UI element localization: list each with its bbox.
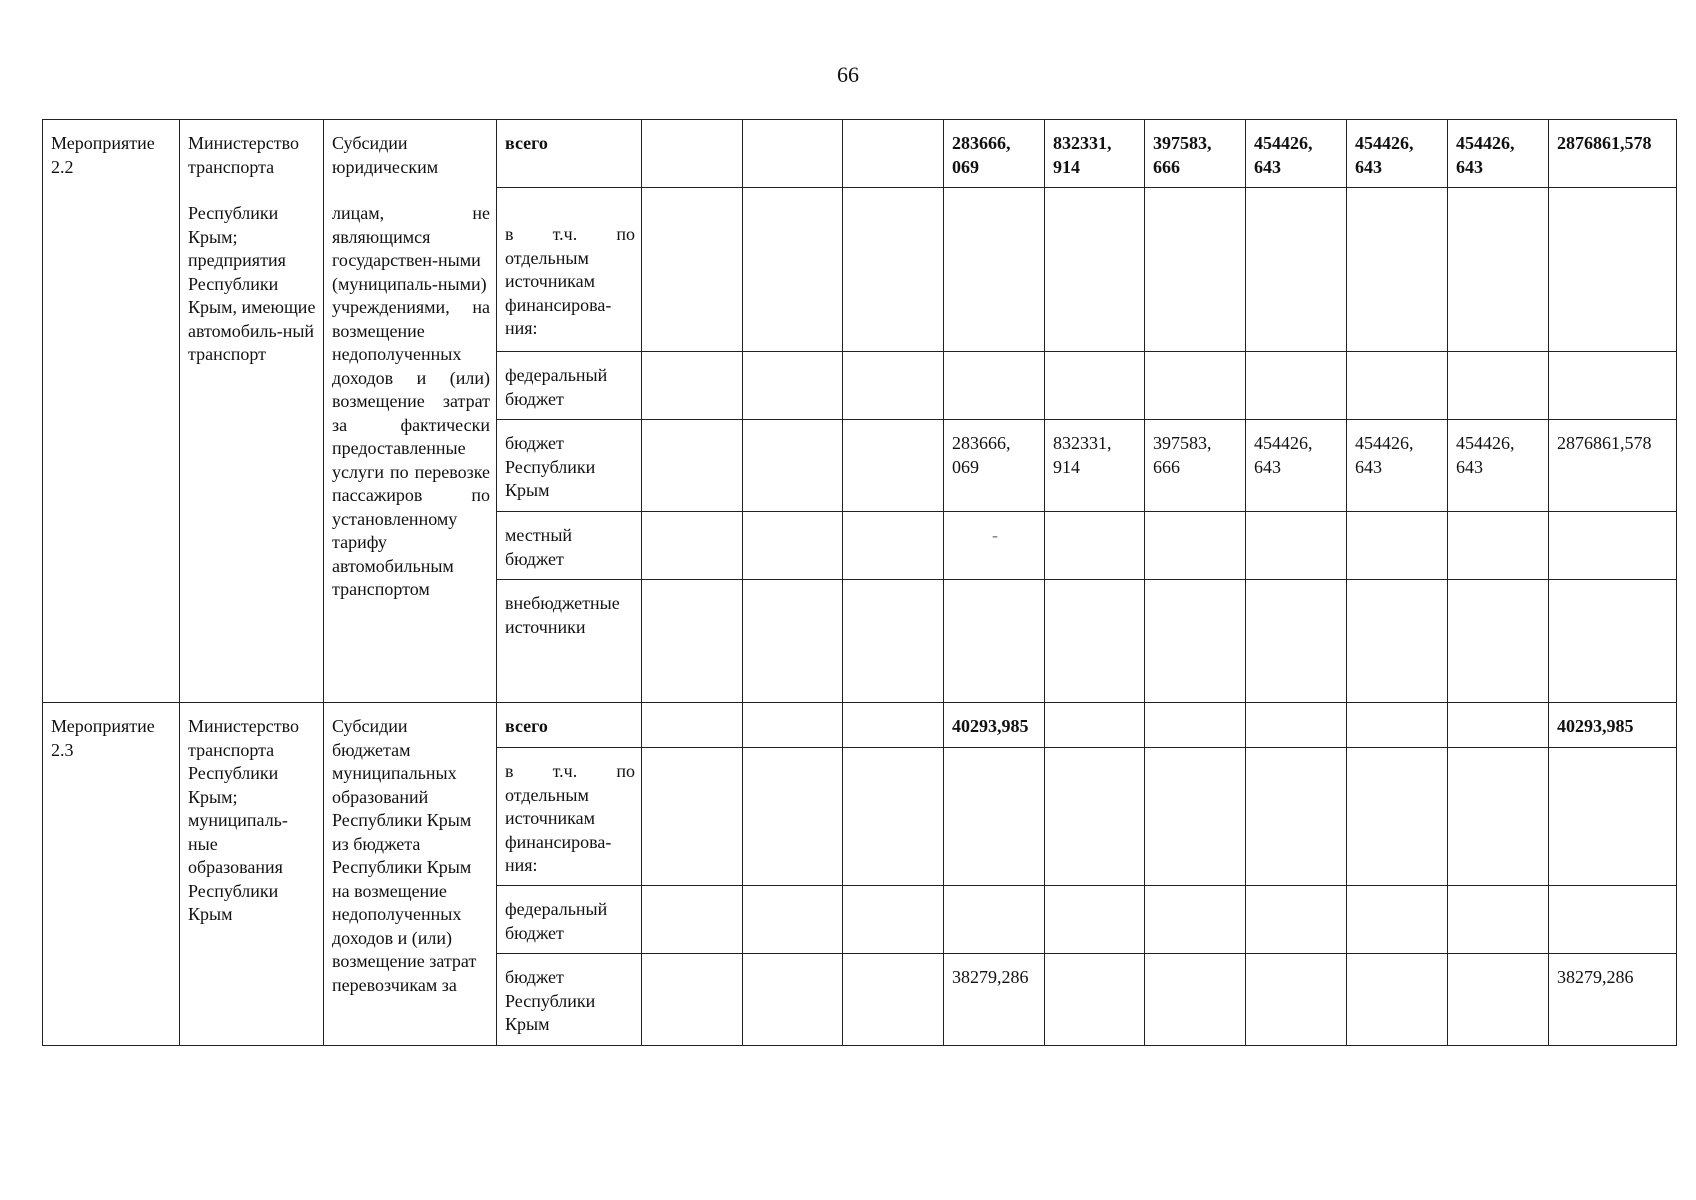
description-cell: Субсидии бюджетам муниципальных образований Республики Крым из бюджета Республики Крым на возмещение недополученных доходов и (или) возмещение затрат перевозчикам за [324,703,497,1046]
value-cell [1045,886,1145,954]
page-number: 66 [837,62,859,87]
value-cell: 397583, 666 [1145,420,1246,512]
total-cell: 2876861,578 [1549,120,1677,188]
value-cell: 397583, 666 [1145,120,1246,188]
value-cell [944,748,1045,886]
description-cell [324,120,497,703]
table-row [43,703,1677,748]
value-cell [1045,703,1145,748]
source-label: местный бюджет [497,512,642,580]
total-cell [1549,352,1677,420]
measure-cell: Мероприятие 2.2 [43,120,180,703]
source-label: бюджет Республики Крым [497,954,642,1046]
source-label: в т.ч. по отдельным источникам финансирова-ния: [497,188,642,352]
source-label: внебюджетные источники [497,580,642,703]
source-label: федеральный бюджет [497,886,642,954]
value-cell [1045,580,1145,703]
value-cell [1246,352,1347,420]
value-cell [743,420,843,512]
value-cell [1045,188,1145,352]
value-cell [1145,748,1246,886]
value-cell [1246,886,1347,954]
value-cell [1246,580,1347,703]
value-cell [1145,188,1246,352]
value-cell [1448,886,1549,954]
executor-text: Министерство транспорта [188,133,299,177]
value-cell [1448,954,1549,1046]
value-cell [1246,748,1347,886]
value-cell [1045,954,1145,1046]
value-cell: 40293,985 [944,703,1045,748]
value-cell [1045,748,1145,886]
total-cell [1549,512,1677,580]
value-cell [1448,748,1549,886]
budget-table [42,119,1677,1046]
value-cell: 454426, 643 [1347,120,1448,188]
value-cell [1448,352,1549,420]
value-cell: 454426, 643 [1448,420,1549,512]
source-label: всего [497,120,642,188]
value-cell [642,748,743,886]
value-cell [1246,512,1347,580]
value-cell: - [944,512,1045,580]
value-cell [1347,703,1448,748]
value-cell: 454426, 643 [1448,120,1549,188]
value-cell [1347,748,1448,886]
source-label: в т.ч. по отдельным источникам финансирова-ния: [497,748,642,886]
value-cell [743,580,843,703]
source-label: бюджет Республики Крым [497,420,642,512]
total-cell: 40293,985 [1549,703,1677,748]
value-cell [642,954,743,1046]
total-cell: 38279,286 [1549,954,1677,1046]
total-cell [1549,748,1677,886]
value-cell [1347,188,1448,352]
value-cell [843,954,944,1046]
value-cell [843,703,944,748]
value-cell [1347,580,1448,703]
value-cell [642,886,743,954]
value-cell [1347,886,1448,954]
total-cell: 2876861,578 [1549,420,1677,512]
value-cell [642,580,743,703]
value-cell: 832331, 914 [1045,420,1145,512]
value-cell [843,580,944,703]
value-cell [843,748,944,886]
value-cell [843,120,944,188]
value-cell [743,352,843,420]
value-cell [642,703,743,748]
value-cell: 283666, 069 [944,120,1045,188]
value-cell [743,954,843,1046]
value-cell [1246,954,1347,1046]
value-cell: 454426, 643 [1246,120,1347,188]
value-cell [1145,886,1246,954]
value-cell [944,352,1045,420]
value-cell [743,703,843,748]
value-cell [843,188,944,352]
value-cell [1347,954,1448,1046]
value-cell [743,188,843,352]
value-cell [1347,512,1448,580]
source-label: всего [497,703,642,748]
value-cell [1347,352,1448,420]
value-cell [1145,352,1246,420]
total-cell [1549,580,1677,703]
value-cell [743,120,843,188]
value-cell [944,580,1045,703]
value-cell [1448,703,1549,748]
executor-cell [180,120,324,703]
description-text: Субсидии юридическим [332,133,439,177]
value-cell [1246,703,1347,748]
value-cell [743,512,843,580]
value-cell [843,512,944,580]
value-cell: 454426, 643 [1246,420,1347,512]
value-cell [1145,580,1246,703]
value-cell [1145,512,1246,580]
value-cell: 283666, 069 [944,420,1045,512]
value-cell [1448,580,1549,703]
value-cell [1448,188,1549,352]
value-cell [1145,703,1246,748]
value-cell [642,512,743,580]
value-cell [642,420,743,512]
value-cell [843,352,944,420]
executor-text: Республики Крым; предприятия Республики Крым, имеющие автомобиль-ный транспорт [188,203,316,364]
table-row [43,120,1677,188]
value-cell [642,120,743,188]
value-cell [743,748,843,886]
value-cell [944,886,1045,954]
value-cell: 454426, 643 [1347,420,1448,512]
value-cell [843,886,944,954]
value-cell [642,188,743,352]
value-cell [1045,512,1145,580]
value-cell [642,352,743,420]
value-cell [1145,954,1246,1046]
value-cell: 38279,286 [944,954,1045,1046]
value-cell [1045,352,1145,420]
executor-cell: Министерство транспорта Республики Крым; муниципаль-ные образования Республики Крым [180,703,324,1046]
total-cell [1549,886,1677,954]
value-cell: 832331, 914 [1045,120,1145,188]
value-cell [1246,188,1347,352]
value-cell [743,886,843,954]
total-cell [1549,188,1677,352]
source-label: федеральный бюджет [497,352,642,420]
value-cell [843,420,944,512]
value-cell [1448,512,1549,580]
measure-cell: Мероприятие 2.3 [43,703,180,1046]
description-text: лицам, не являющимся государствен-ными (муниципаль-ными) учреждениями, на возмещение недополученных доходов и (или) возмещение затрат за фактически предоставленные услуги по перевозке пассажиров по установленному тарифу автомобильным транспортом [332,203,490,599]
value-cell [944,188,1045,352]
